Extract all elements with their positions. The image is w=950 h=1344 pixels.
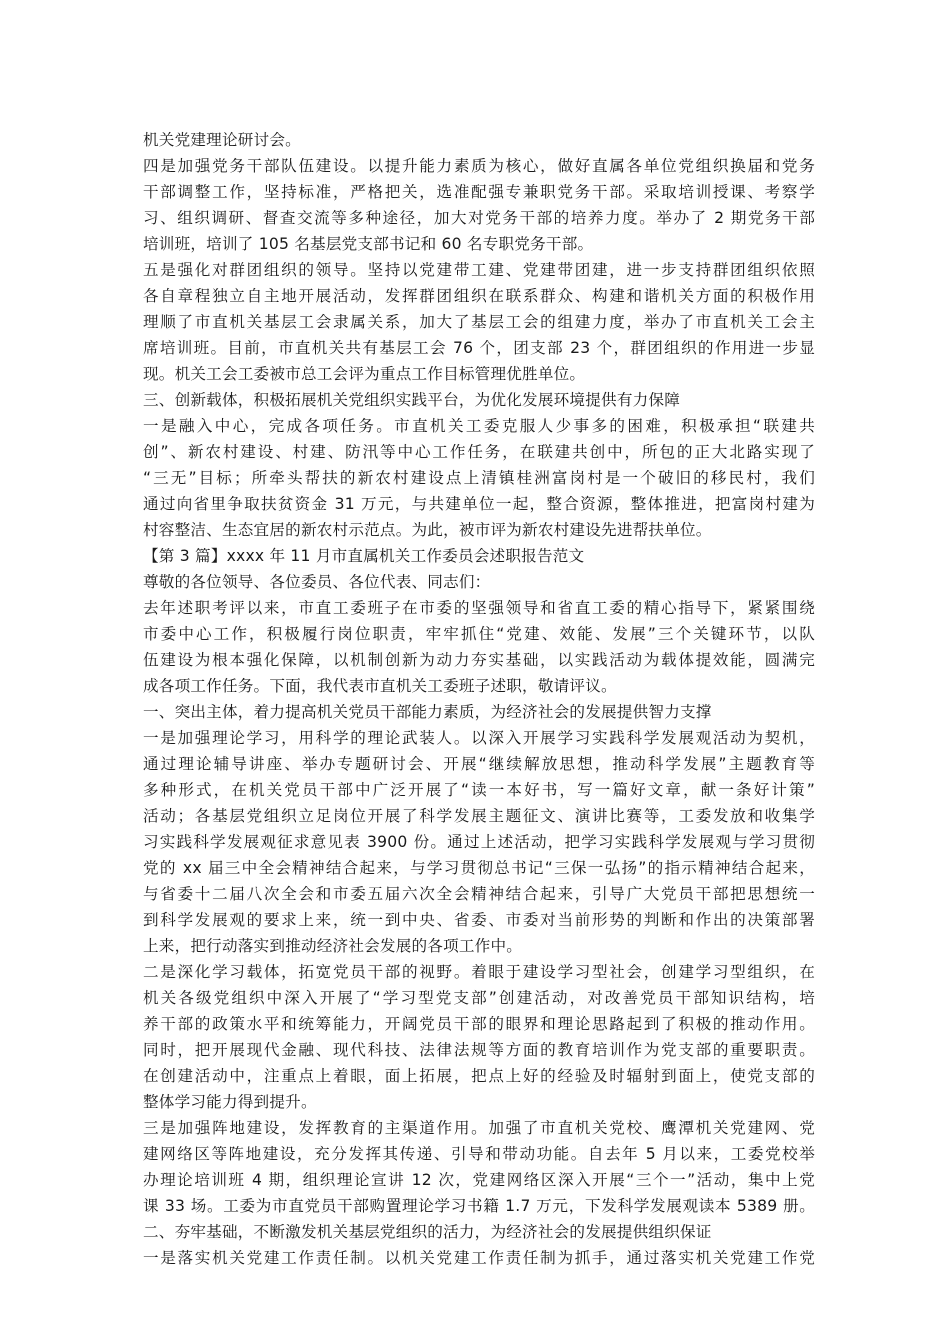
text-line: 三、创新载体，积极拓展机关党组织实践平台，为优化发展环境提供有力保障: [143, 391, 680, 409]
text-line: 一是加强理论学习，用科学的理论武装人。以深入开展学习实践科学发展观活动为契机，: [143, 729, 815, 747]
text-line: 到科学发展观的要求上来，统一到中央、省委、市委对当前形势的判断和作出的决策部署: [143, 911, 815, 929]
text-line: 二是深化学习载体，拓宽党员干部的视野。着眼于建设学习型社会，创建学习型组织，在: [143, 963, 815, 981]
text-line: 各自章程独立自主地开展活动，发挥群团组织在联系群众、构建和谐机关方面的积极作用: [143, 287, 815, 305]
text-line: 伍建设为根本强化保障，以机制创新为动力夯实基础，以实践活动为载体提效能，圆满完: [143, 651, 815, 669]
text-line: 机关各级党组织中深入开展了“学习型党支部”创建活动，对改善党员干部知识结构，培: [143, 989, 815, 1007]
text-line: 习、组织调研、督查交流等多种途径，加大对党务干部的培养力度。举办了 2 期党务干部: [143, 209, 815, 227]
text-line: 活动；各基层党组织立足岗位开展了科学发展主题征文、演讲比赛等，工委发放和收集学: [143, 807, 815, 825]
text-line: 办理论培训班 4 期，组织理论宣讲 12 次，党建网络区深入开展“三个一”活动，集中上党: [143, 1171, 815, 1189]
text-line: 建网络区等阵地建设，充分发挥其传递、引导和带动功能。自去年 5 月以来，工委党校举: [143, 1145, 815, 1163]
text-line: 培训班，培训了 105 名基层党支部书记和 60 名专职党务干部。: [143, 235, 594, 253]
text-line: 一、突出主体，着力提高机关党员干部能力素质，为经济社会的发展提供智力支撑: [143, 703, 712, 721]
text-line: 一是落实机关党建工作责任制。以机关党建工作责任制为抓手，通过落实机关党建工作党: [143, 1249, 815, 1267]
text-line: 养干部的政策水平和统筹能力，开阔党员干部的眼界和理论思路起到了积极的推动作用。: [143, 1015, 815, 1033]
text-line: 与省委十二届八次全会和市委五届六次全会精神结合起来，引导广大党员干部把思想统一: [143, 885, 815, 903]
text-line: 尊敬的各位领导、各位委员、各位代表、同志们：: [143, 573, 491, 591]
text-line: 上来，把行动落实到推动经济社会发展的各项工作中。: [143, 937, 523, 955]
text-line: 成各项工作任务。下面，我代表市直机关工委班子述职，敬请评议。: [143, 677, 617, 695]
text-line: “三无”目标；所牵头帮扶的新农村建设点上清镇桂洲富岗村是一个破旧的移民村，我们: [143, 469, 815, 487]
text-line: 理顺了市直机关基层工会隶属关系，加大了基层工会的组建力度，举办了市直机关工会主: [143, 313, 815, 331]
text-line: 五是强化对群团组织的领导。坚持以党建带工建、党建带团建，进一步支持群团组织依照: [143, 261, 815, 279]
text-line: 现。机关工会工委被市总工会评为重点工作目标管理优胜单位。: [143, 365, 586, 383]
text-line: 四是加强党务干部队伍建设。以提升能力素质为核心，做好直属各单位党组织换届和党务: [143, 157, 815, 175]
text-line: 三是加强阵地建设，发挥教育的主渠道作用。加强了市直机关党校、鹰潭机关党建网、党: [143, 1119, 815, 1137]
text-line: 村容整洁、生态宜居的新农村示范点。为此，被市评为新农村建设先进帮扶单位。: [143, 521, 712, 539]
text-line: 习实践科学发展观征求意见表 3900 份。通过上述活动，把学习实践科学发展观与学习贯彻: [143, 833, 815, 851]
text-line: 通过理论辅导讲座、举办专题研讨会、开展“继续解放思想，推动科学发展”主题教育等: [143, 755, 815, 773]
text-line: 机关党建理论研讨会。: [143, 131, 301, 149]
text-line: 【第 3 篇】xxxx 年 11 月市直属机关工作委员会述职报告范文: [143, 547, 585, 565]
text-line: 课 33 场。工委为市直党员干部购置理论学习书籍 1.7 万元，下发科学发展观读本 5389 册。: [143, 1197, 815, 1215]
text-line: 市委中心工作，积极履行岗位职责，牢牢抓住“党建、效能、发展”三个关键环节，以队: [143, 625, 815, 643]
text-line: 一是融入中心，完成各项任务。市直机关工委克服人少事多的困难，积极承担“联建共: [143, 417, 815, 435]
text-line: 通过向省里争取扶贫资金 31 万元，与共建单位一起，整合资源，整体推进，把富岗村建为: [143, 495, 815, 513]
text-line: 创”、新农村建设、村建、防汛等中心工作任务，在联建共创中，所包的正大北路实现了: [143, 443, 815, 461]
text-line: 同时，把开展现代金融、现代科技、法律法规等方面的教育培训作为党支部的重要职责。: [143, 1041, 815, 1059]
document-body: [143, 127, 815, 1271]
text-line: 多种形式，在机关党员干部中广泛开展了“读一本好书，写一篇好文章，献一条好计策”: [143, 781, 815, 799]
text-line: 席培训班。目前，市直机关共有基层工会 76 个，团支部 23 个，群团组织的作用进一步显: [143, 339, 815, 357]
text-line: 党的 xx 届三中全会精神结合起来，与学习贯彻总书记“三保一弘扬”的指示精神结合起来，: [143, 859, 815, 877]
text-line: 去年述职考评以来，市直工委班子在市委的坚强领导和省直工委的精心指导下，紧紧围绕: [143, 599, 815, 617]
text-line: 在创建活动中，注重点上着眼，面上拓展，把点上好的经验及时辐射到面上，使党支部的: [143, 1067, 815, 1085]
text-line: 二、夯牢基础，不断激发机关基层党组织的活力，为经济社会的发展提供组织保证: [143, 1223, 712, 1241]
text-line: 整体学习能力得到提升。: [143, 1093, 317, 1111]
text-line: 干部调整工作，坚持标准，严格把关，选准配强专兼职党务干部。采取培训授课、考察学: [143, 183, 815, 201]
